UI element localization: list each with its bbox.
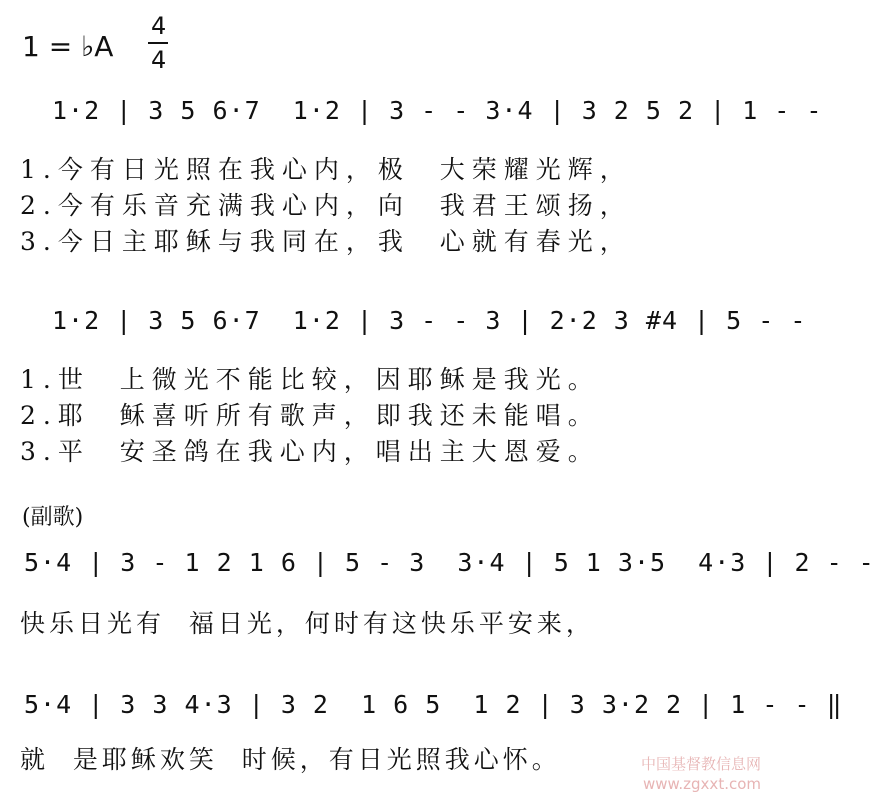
- verse-line2-lyric-1: 1.世 上微光不能比较，因耶稣是我光。: [20, 365, 600, 394]
- verse-line2-lyric-3: 3.平 安圣鸽在我心内，唱出主大恩爱。: [20, 437, 600, 466]
- verse-line1-lyric-1: 1.今有日光照在我心内，极 大荣耀光辉，: [20, 155, 632, 184]
- verse-line1-lyric-3: 3.今日主耶稣与我同在，我 心就有春光，: [20, 227, 632, 256]
- chorus-line2-notes: 5·4 | 3 3 4·3 | 3 2 1 6 5 1 2 | 3 3·2 2 | 1 - - ‖: [24, 690, 843, 719]
- time-signature-divider: [148, 42, 168, 44]
- watermark: [641, 754, 761, 794]
- chorus-line1-lyric: 快乐日光有 福日光，何时有这快乐平安来，: [20, 609, 595, 638]
- verse-line1-notes: 1·2 | 3 5 6·7 1·2 | 3 - - 3·4 | 3 2 5 2 | 1 - -: [52, 96, 823, 125]
- verse-line2-lyric-2: 2.耶 稣喜听所有歌声，即我还未能唱。: [20, 401, 600, 430]
- watermark-site-name: 中国基督教信息网: [640, 755, 761, 773]
- key-signature: 1 = ♭A: [22, 30, 114, 63]
- verse-line2-notes: 1·2 | 3 5 6·7 1·2 | 3 - - 3 | 2·2 3 #4 | 5 - -: [52, 306, 807, 335]
- time-signature-numerator: 4: [151, 12, 167, 40]
- chorus-line2-lyric: 就 是耶稣欢笑 时候，有日光照我心怀。: [20, 745, 561, 774]
- chorus-label: (副歌): [22, 505, 84, 530]
- chorus-line1-notes: 5·4 | 3 - 1 2 1 6 | 5 - 3 3·4 | 5 1 3·5 4·3 | 2 - -: [24, 548, 875, 577]
- watermark-url: www.zgxxt.com: [642, 775, 761, 793]
- time-signature-denominator: 4: [151, 46, 167, 74]
- verse-line1-lyric-2: 2.今有乐音充满我心内，向 我君王颂扬，: [20, 191, 632, 220]
